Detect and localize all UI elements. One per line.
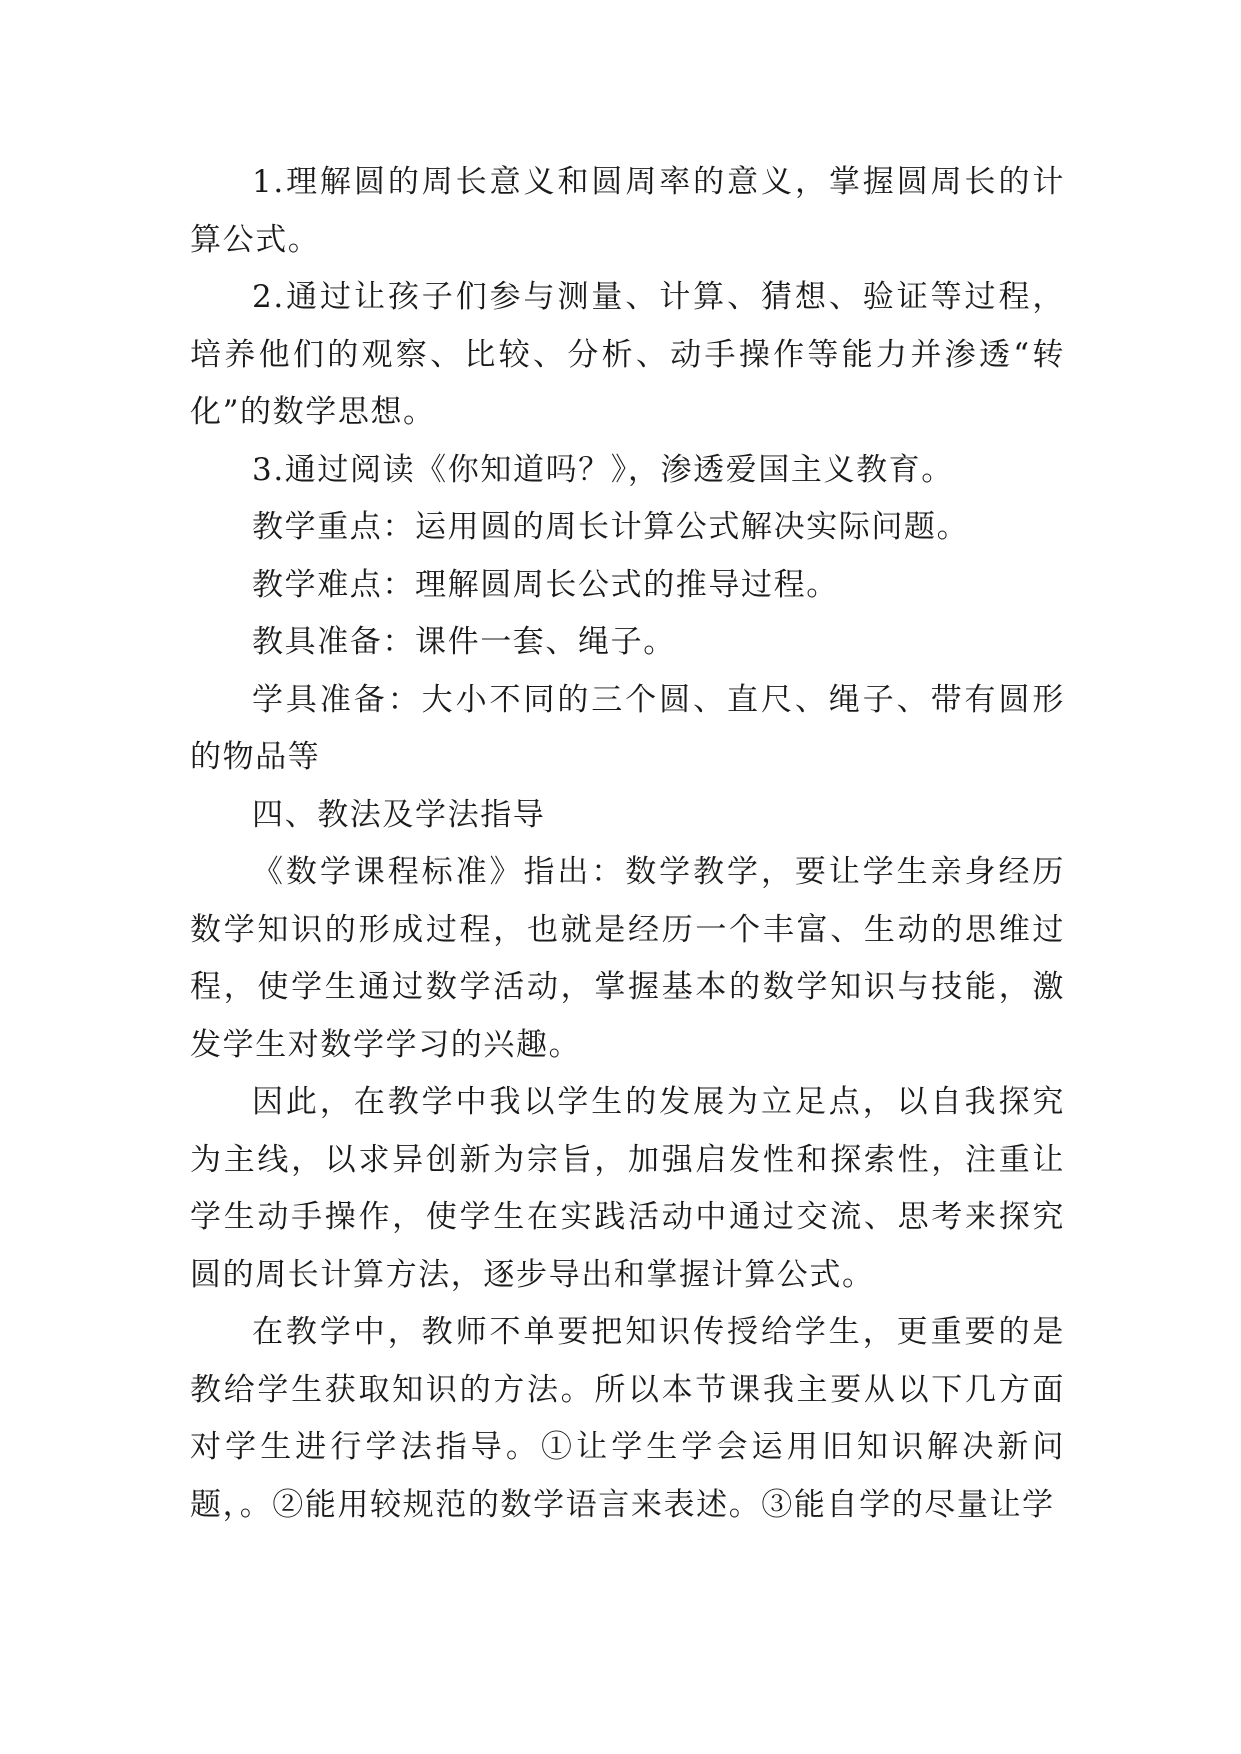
- section-heading-methods: 四、教法及学法指导: [252, 796, 546, 833]
- paragraph-teaching-aids: 教具准备：课件一套、绳子。: [252, 624, 676, 660]
- paragraph-teaching-focus: 教学重点：运用圆的周长计算公式解决实际问题。: [252, 509, 970, 545]
- document-body: [190, 154, 1065, 1534]
- paragraph-learning-guidance: 在教学中，教师不单要把知识传授给学生，更重要的是教给学生获取知识的方法。所以本节课我主要从以下几方面对学生进行学法指导。①让学生学会运用旧知识解决新问题，。②能用较规范的数学语言来表述。③能自学的尽量让学: [190, 1314, 1065, 1523]
- paragraph-student-materials: 学具准备：大小不同的三个圆、直尺、绳子、带有圆形的物品等: [190, 681, 1065, 775]
- paragraph-teaching-difficulty: 教学难点：理解圆周长公式的推导过程。: [252, 566, 839, 603]
- paragraph-objective-2: 2.通过让孩子们参与测量、计算、猜想、验证等过程，培养他们的观察、比较、分析、动手操作等能力并渗透“转化”的数学思想。: [190, 279, 1065, 430]
- paragraph-curriculum-standard: 《数学课程标准》指出：数学教学，要让学生亲身经历数学知识的形成过程，也就是经历一个丰富、生动的思维过程，使学生通过数学活动，掌握基本的数学知识与技能，激发学生对数学学习的兴趣。: [190, 854, 1065, 1063]
- paragraph-objective-1: 1.理解圆的周长意义和圆周率的意义，掌握圆周长的计算公式。: [190, 164, 1065, 258]
- paragraph-teaching-approach: 因此，在教学中我以学生的发展为立足点，以自我探究为主线，以求异创新为宗旨，加强启发性和探索性，注重让学生动手操作，使学生在实践活动中通过交流、思考来探究圆的周长计算方法，逐步导出和掌握计算公式。: [190, 1084, 1065, 1293]
- paragraph-objective-3: 3.通过阅读《你知道吗？》，渗透爱国主义教育。: [252, 451, 954, 488]
